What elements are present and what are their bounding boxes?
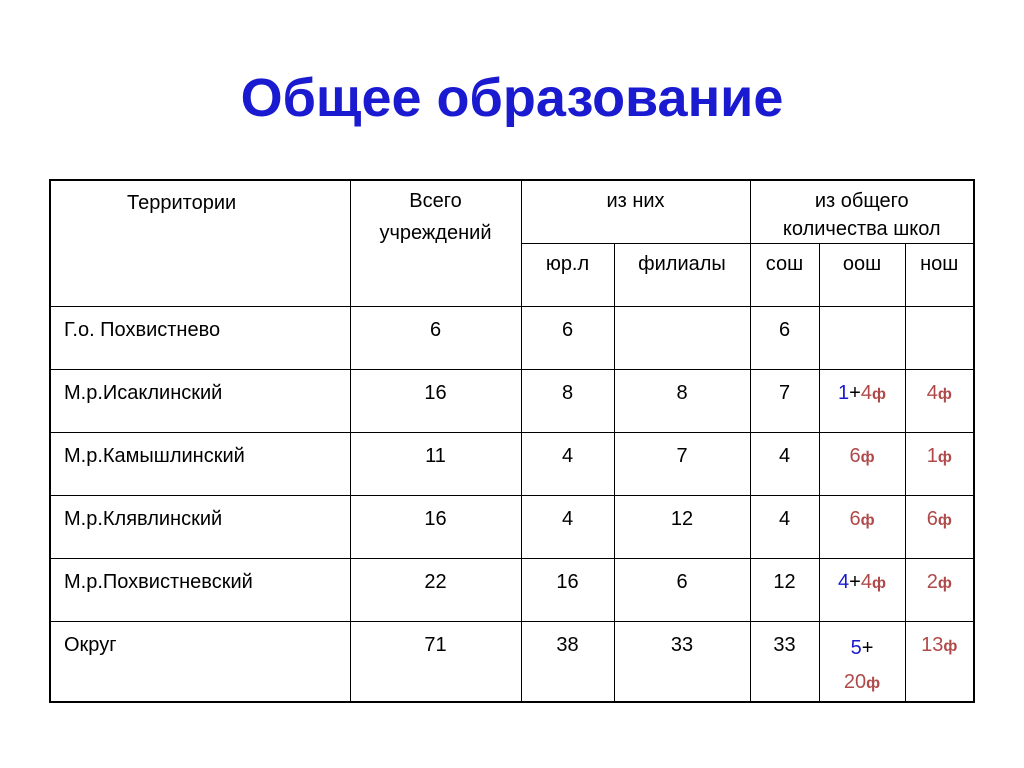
row-nosh [905, 496, 974, 559]
header-of-them: из них [521, 180, 750, 244]
row-nosh [905, 370, 974, 433]
row-total: 16 [350, 370, 521, 433]
header-total-line2: учреждений [379, 222, 492, 244]
row-total: 16 [350, 496, 521, 559]
row-total: 71 [350, 622, 521, 703]
table-row [50, 433, 974, 496]
table-row-total [50, 622, 974, 703]
row-branches: 7 [614, 433, 750, 496]
row-sosh: 33 [750, 622, 819, 703]
row-branches: 33 [614, 622, 750, 703]
oosh-main: 5 [850, 637, 862, 659]
row-branches: 6 [614, 559, 750, 622]
row-name: Г.о. Похвистнево [50, 307, 350, 370]
row-nosh [905, 559, 974, 622]
header-of-total-line2: количества школ [782, 218, 941, 240]
row-branches: 8 [614, 370, 750, 433]
row-sosh: 7 [750, 370, 819, 433]
row-name: М.р.Камышлинский [50, 433, 350, 496]
row-oosh [819, 433, 905, 496]
oosh-branch: 4 [860, 382, 872, 404]
row-jur: 4 [521, 496, 614, 559]
row-nosh [905, 433, 974, 496]
row-sosh: 6 [750, 307, 819, 370]
row-branches: 12 [614, 496, 750, 559]
oosh-main: 1 [838, 382, 850, 404]
nosh-branch-marker: ф [943, 638, 958, 655]
row-total: 22 [350, 559, 521, 622]
nosh-value: 6 [926, 508, 938, 530]
header-branches: филиалы [614, 244, 750, 307]
row-jur: 16 [521, 559, 614, 622]
table-row [50, 559, 974, 622]
nosh-value: 1 [926, 445, 938, 467]
oosh-branch-marker: ф [860, 512, 875, 529]
oosh-branch-marker: ф [871, 386, 886, 403]
row-name: М.р.Похвистневский [50, 559, 350, 622]
nosh-branch-marker: ф [937, 386, 952, 403]
row-jur: 6 [521, 307, 614, 370]
nosh-branch-marker: ф [937, 449, 952, 466]
row-oosh [819, 622, 905, 703]
row-name: Округ [50, 622, 350, 703]
row-oosh [819, 496, 905, 559]
header-jur: юр.л [521, 244, 614, 307]
oosh-plus: + [849, 571, 861, 593]
oosh-branch-marker: ф [866, 675, 881, 692]
oosh-main: 4 [838, 571, 850, 593]
row-jur: 8 [521, 370, 614, 433]
row-oosh [819, 370, 905, 433]
header-of-total-line1: из общего [814, 190, 909, 212]
nosh-branch-marker: ф [937, 512, 952, 529]
row-name: М.р.Клявлинский [50, 496, 350, 559]
nosh-value: 4 [926, 382, 938, 404]
table-row [50, 370, 974, 433]
oosh-branch-marker: ф [871, 575, 886, 592]
row-jur: 38 [521, 622, 614, 703]
header-territories: Территории [50, 180, 350, 307]
oosh-branch: 6 [849, 445, 861, 467]
nosh-branch-marker: ф [937, 575, 952, 592]
row-total: 6 [350, 307, 521, 370]
row-sosh: 4 [750, 433, 819, 496]
oosh-branch-marker: ф [860, 449, 875, 466]
header-sosh: сош [750, 244, 819, 307]
header-of-total [750, 180, 974, 244]
header-nosh: нош [905, 244, 974, 307]
header-total-line1: Всего [409, 190, 462, 212]
oosh-branch: 4 [860, 571, 872, 593]
nosh-value: 2 [926, 571, 938, 593]
row-nosh [905, 622, 974, 703]
row-branches [614, 307, 750, 370]
nosh-value: 13 [921, 634, 944, 656]
oosh-branch: 6 [849, 508, 861, 530]
row-sosh: 12 [750, 559, 819, 622]
header-oosh: оош [819, 244, 905, 307]
oosh-plus: + [849, 382, 861, 404]
row-total: 11 [350, 433, 521, 496]
header-row-1 [50, 180, 974, 244]
header-total [350, 180, 521, 307]
table-row [50, 307, 974, 370]
row-name: М.р.Исаклинский [50, 370, 350, 433]
oosh-branch: 20 [843, 671, 867, 693]
oosh-plus: + [861, 637, 874, 659]
education-table [49, 179, 975, 703]
row-sosh: 4 [750, 496, 819, 559]
row-nosh [905, 307, 974, 370]
page-title: Общее образование [240, 68, 784, 128]
row-oosh [819, 559, 905, 622]
row-oosh [819, 307, 905, 370]
table-row [50, 496, 974, 559]
row-jur: 4 [521, 433, 614, 496]
